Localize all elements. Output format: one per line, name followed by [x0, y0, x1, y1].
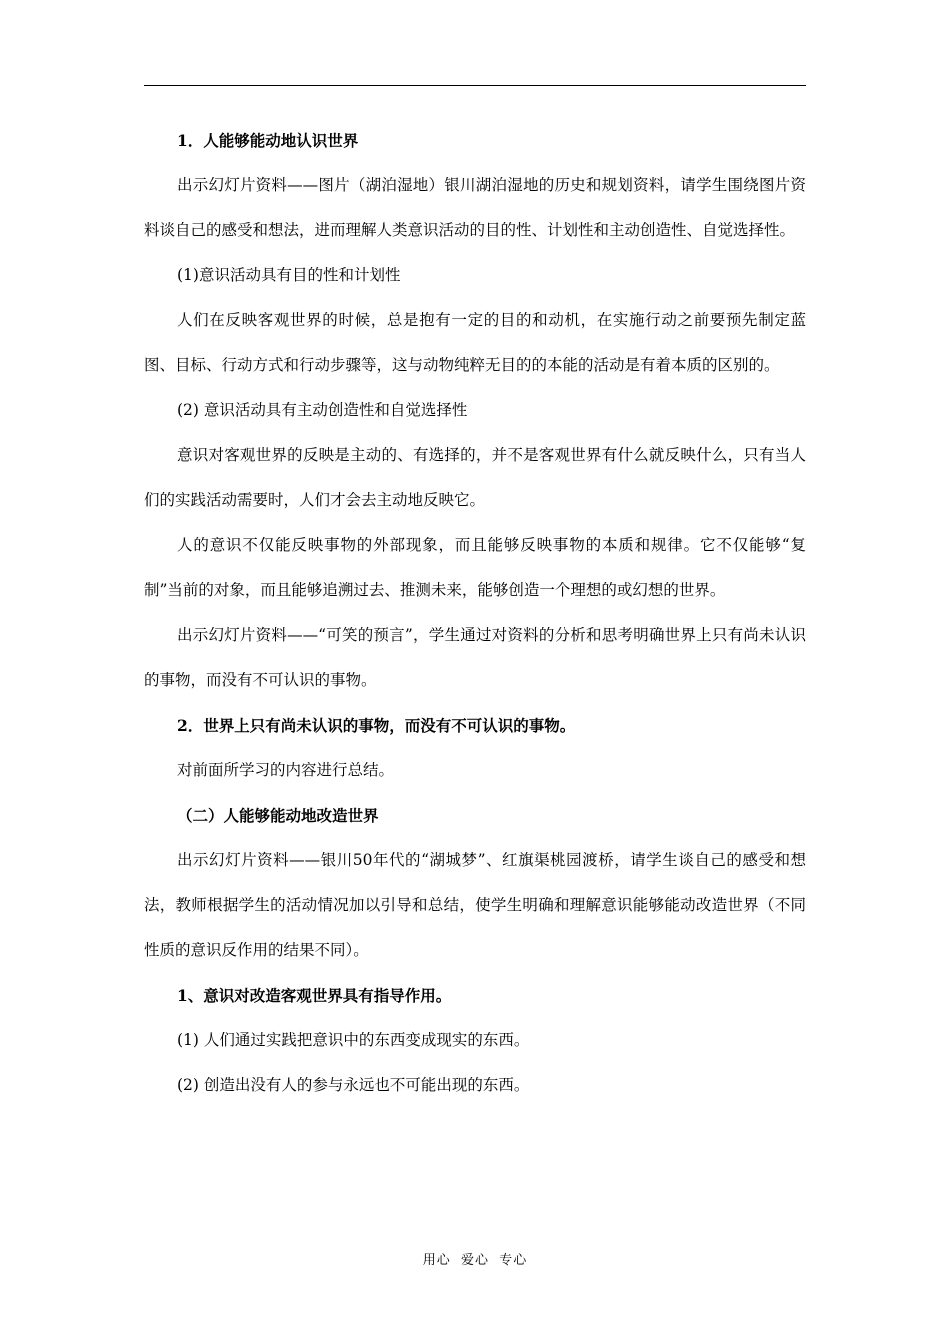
heading-3: 1、意识对改造客观世界具有指导作用。: [177, 986, 452, 1005]
header-rule: [144, 85, 806, 86]
section-heading: （二）人能够能动地改造世界: [177, 806, 379, 825]
list-item: (1) 人们通过实践把意识中的东西变成现实的东西。: [177, 1031, 530, 1049]
list-item: (2) 创造出没有人的参与永远也不可能出现的东西。: [177, 1076, 530, 1094]
subheading: (2) 意识活动具有主动创造性和自觉选择性: [177, 401, 468, 419]
paragraph: 意识对客观世界的反映是主动的、有选择的，并不是客观世界有什么就反映什么，只有当人们的实践活动需要时，人们才会去主动地反映它。: [144, 446, 806, 509]
paragraph: 人们在反映客观世界的时候，总是抱有一定的目的和动机，在实施行动之前要预先制定蓝图、目标、行动方式和行动步骤等，这与动物纯粹无目的的本能的活动是有着本质的区别的。: [144, 311, 806, 374]
paragraph: 人的意识不仅能反映事物的外部现象，而且能够反映事物的本质和规律。它不仅能够“复制”当前的对象，而且能够追溯过去、推测未来，能够创造一个理想的或幻想的世界。: [144, 536, 806, 599]
document-body: [144, 118, 806, 1108]
paragraph: 出示幻灯片资料——“可笑的预言”，学生通过对资料的分析和思考明确世界上只有尚未认识的事物，而没有不可认识的事物。: [144, 626, 806, 689]
subheading: (1)意识活动具有目的性和计划性: [177, 266, 401, 284]
paragraph: 对前面所学习的内容进行总结。: [177, 761, 395, 779]
heading-2: 2．世界上只有尚未认识的事物，而没有不可认识的事物。: [177, 716, 576, 735]
heading-1: 1．人能够能动地认识世界: [177, 131, 359, 150]
paragraph: 出示幻灯片资料——图片（湖泊湿地）银川湖泊湿地的历史和规划资料，请学生围绕图片资料谈自己的感受和想法，进而理解人类意识活动的目的性、计划性和主动创造性、自觉选择性。: [144, 176, 806, 239]
paragraph: 出示幻灯片资料——银川50年代的“湖城梦”、红旗渠桃园渡桥，请学生谈自己的感受和想法，教师根据学生的活动情况加以引导和总结，使学生明确和理解意识能够能动改造世界（不同性质的意识反作用的结果不同）。: [144, 851, 806, 959]
page-footer: 用心 爱心 专心: [422, 1253, 528, 1268]
